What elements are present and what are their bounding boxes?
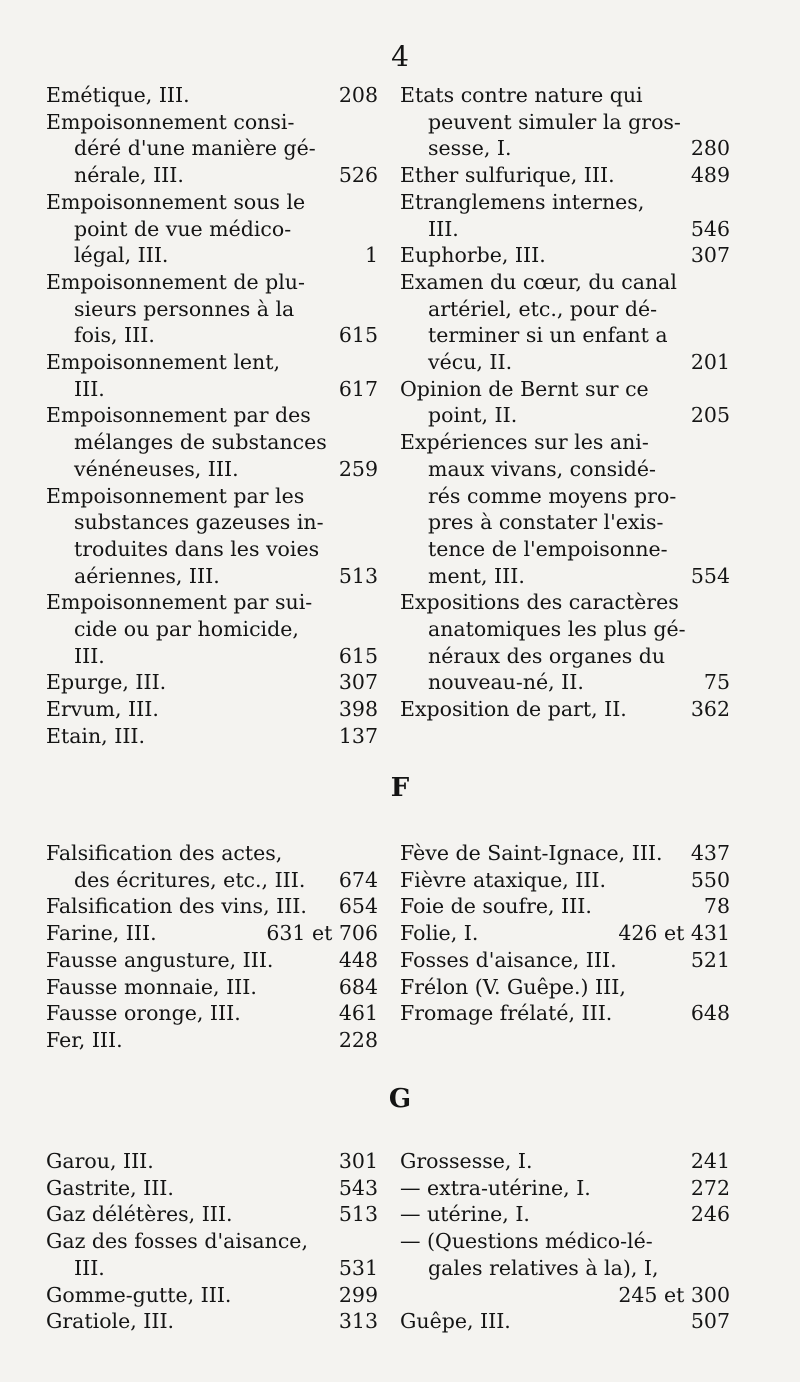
page-reference: 550 [690, 867, 730, 892]
index-entry-line: Fausse oronge, III. [46, 1001, 241, 1026]
index-entry [46, 893, 378, 920]
index-entry-line: Gratiole, III. [46, 1309, 175, 1334]
page-reference: 362 [690, 697, 730, 722]
index-entry [400, 696, 730, 723]
index-entry-line: Empoisonnement de plu- [46, 269, 305, 294]
index-entry [46, 189, 378, 269]
index-entry-line: Empoisonnement par des [46, 403, 311, 428]
page-reference: 513 [338, 563, 378, 588]
index-entry [46, 589, 378, 669]
index-column-left [46, 82, 378, 750]
index-section-g [46, 1148, 756, 1335]
page-reference: 245 et 300 [618, 1282, 730, 1307]
index-entry-line: Fausse angusture, III. [46, 947, 274, 972]
index-entry-line: Empoisonnement par les [46, 483, 305, 508]
index-entry-line: cide ou par homicide, [74, 617, 299, 642]
index-entry [46, 696, 378, 723]
index-entry-line: Farine, III. [46, 921, 157, 946]
index-entry-line: troduites dans les voies [74, 536, 320, 561]
index-entry-line: Euphorbe, III. [400, 243, 546, 268]
index-entry-line: Etain, III. [46, 723, 146, 748]
index-entry-line: peuvent simuler la gros- [428, 109, 681, 134]
page-reference: 674 [338, 867, 378, 892]
index-entry-line: légal, III. [74, 243, 169, 268]
index-column-right [400, 840, 730, 1054]
page-reference: 241 [690, 1149, 730, 1173]
index-entry-line: Fer, III. [46, 1027, 123, 1052]
index-section-e [46, 82, 756, 750]
index-entry-line: Expositions des caractères [400, 590, 679, 615]
index-entry [400, 1000, 730, 1027]
index-entry-line: néraux des organes du [428, 643, 666, 668]
page-reference: 437 [690, 841, 730, 865]
index-entry-line: Gastrite, III. [46, 1175, 174, 1200]
page-reference: 301 [338, 1149, 378, 1173]
index-entry-line: Empoisonnement sous le [46, 189, 306, 214]
page-reference: 272 [690, 1175, 730, 1200]
index-entry-line: tence de l'empoisonne- [428, 536, 668, 561]
page-reference: 526 [338, 163, 378, 188]
index-entry-line: — (Questions médico-lé- [400, 1229, 653, 1254]
page-reference: 228 [338, 1027, 378, 1052]
index-entry [400, 893, 730, 920]
index-entry-line: III. [74, 643, 105, 668]
index-entry [46, 723, 378, 750]
page-reference: 554 [690, 563, 730, 588]
index-entry-line: Etats contre nature qui [400, 83, 643, 107]
index-entry [46, 1308, 378, 1335]
index-entry-line: pres à constater l'exis- [428, 510, 664, 535]
index-entry-line: déré d'une manière gé- [74, 136, 316, 161]
index-entry [46, 1175, 378, 1202]
index-entry [400, 189, 730, 242]
page-reference: 461 [338, 1001, 378, 1026]
index-entry-line: gales relatives à la), I, [428, 1255, 659, 1280]
page-reference: 631 et 706 [266, 921, 378, 946]
index-entry-line: Epurge, III. [46, 670, 167, 695]
index-entry [46, 82, 378, 109]
index-entry-line: anatomiques les plus gé- [428, 617, 686, 642]
index-entry [400, 376, 730, 429]
index-entry [400, 269, 730, 376]
page-reference: 307 [338, 670, 378, 695]
index-entry [46, 1282, 378, 1309]
index-entry-line: substances gazeuses in- [74, 510, 324, 535]
page-reference: 398 [338, 697, 378, 722]
page-reference: 615 [338, 643, 378, 668]
index-entry [46, 840, 378, 893]
index-entry [46, 402, 378, 482]
page-reference: 307 [690, 243, 730, 268]
index-entry [400, 82, 730, 162]
index-entry-line: Fromage frélaté, III. [400, 1001, 613, 1026]
index-entry-line: Emétique, III. [46, 83, 190, 107]
index-entry [400, 589, 730, 696]
page-reference: 521 [690, 947, 730, 972]
page-reference: 137 [338, 723, 378, 748]
index-entry [46, 1000, 378, 1027]
index-entry-line: sesse, I. [428, 136, 512, 161]
index-entry-line: artériel, etc., pour dé- [428, 296, 658, 321]
page-reference: 280 [690, 136, 730, 161]
index-entry-line: — extra-utérine, I. [400, 1175, 591, 1200]
index-entry-line: Frélon (V. Guêpe.) III, [400, 974, 626, 999]
index-entry-line: aériennes, III. [74, 563, 220, 588]
section-letter-g: G [388, 1084, 412, 1114]
index-entry-line: III. [428, 216, 459, 241]
page-reference: 1 [364, 243, 378, 268]
index-entry-line: maux vivans, considé- [428, 456, 656, 481]
page-reference: 259 [338, 456, 378, 481]
index-entry [400, 947, 730, 974]
index-entry-line: point de vue médico- [74, 216, 292, 241]
index-entry-line: point, II. [428, 403, 518, 428]
index-column-left [46, 1148, 378, 1335]
page-reference: 489 [690, 163, 730, 188]
index-entry [46, 1027, 378, 1054]
index-entry [400, 242, 730, 269]
index-entry-line: III. [74, 1255, 105, 1280]
index-entry-line: des écritures, etc., III. [74, 867, 306, 892]
index-entry-line: Fosses d'aisance, III. [400, 947, 617, 972]
index-entry-line: vénéneuses, III. [74, 456, 239, 481]
index-entry-line: — utérine, I. [400, 1202, 530, 1227]
index-entry-line: Falsification des vins, III. [46, 894, 307, 919]
page-reference: 208 [338, 83, 378, 107]
page-reference: 201 [690, 350, 730, 375]
index-entry-line: ment, III. [428, 563, 525, 588]
index-entry [46, 483, 378, 590]
page-reference: 299 [338, 1282, 378, 1307]
page-reference: 684 [338, 974, 378, 999]
index-entry [400, 1201, 730, 1228]
index-entry-line: Ether sulfurique, III. [400, 163, 615, 188]
index-entry-line: fois, III. [74, 323, 155, 348]
page-reference: 75 [703, 670, 730, 695]
index-entry [46, 920, 378, 947]
page-reference: 507 [690, 1309, 730, 1334]
page-number: 4 [391, 40, 409, 73]
index-entry-line: Fausse monnaie, III. [46, 974, 257, 999]
index-entry-line: III. [74, 376, 105, 401]
index-entry [400, 429, 730, 589]
page-reference: 78 [703, 894, 730, 919]
page-reference: 426 et 431 [618, 921, 730, 946]
index-entry-line: Examen du cœur, du canal [400, 269, 677, 294]
index-entry [46, 1201, 378, 1228]
page-reference: 617 [338, 376, 378, 401]
index-entry-line: Etranglemens internes, [400, 189, 645, 214]
index-entry-line: Fève de Saint-Ignace, III. [400, 841, 663, 865]
index-entry-line: Foie de soufre, III. [400, 894, 592, 919]
index-entry [400, 1308, 730, 1335]
page-reference: 513 [338, 1202, 378, 1227]
index-entry-line: Expériences sur les ani- [400, 430, 649, 455]
index-entry-line: Empoisonnement consi- [46, 109, 295, 134]
index-entry-line: Exposition de part, II. [400, 697, 627, 722]
index-entry-line: Guêpe, III. [400, 1309, 511, 1334]
index-entry-line: Grossesse, I. [400, 1149, 533, 1173]
index-entry-line: Gaz des fosses d'aisance, [46, 1229, 308, 1254]
index-column-left [46, 840, 378, 1054]
index-entry [400, 867, 730, 894]
page-reference: 448 [338, 947, 378, 972]
index-entry [400, 920, 730, 947]
index-section-f [46, 840, 756, 1054]
index-entry-line: rés comme moyens pro- [428, 483, 677, 508]
index-entry [46, 669, 378, 696]
page-reference: 205 [690, 403, 730, 428]
index-column-right [400, 1148, 730, 1335]
index-entry-line: Ervum, III. [46, 697, 159, 722]
index-entry-line: Empoisonnement par sui- [46, 590, 313, 615]
index-entry [46, 947, 378, 974]
index-entry [400, 1228, 730, 1308]
index-entry-line: Folie, I. [400, 921, 479, 946]
index-entry-line: nouveau-né, II. [428, 670, 584, 695]
index-entry-line: sieurs personnes à la [74, 296, 295, 321]
index-entry [46, 1148, 378, 1175]
page-reference: 546 [690, 216, 730, 241]
index-entry-line: nérale, III. [74, 163, 184, 188]
index-entry-line: Falsification des actes, [46, 841, 283, 865]
page-reference: 654 [338, 894, 378, 919]
index-entry [46, 109, 378, 189]
index-entry-line: mélanges de substances [74, 430, 327, 455]
index-entry-line: Garou, III. [46, 1149, 154, 1173]
page-reference: 615 [338, 323, 378, 348]
index-entry-line: vécu, II. [428, 350, 513, 375]
page-reference: 648 [690, 1001, 730, 1026]
index-entry [400, 162, 730, 189]
index-entry [400, 840, 730, 867]
index-entry [400, 1175, 730, 1202]
page-reference: 246 [690, 1202, 730, 1227]
index-entry-line: Gomme-gutte, III. [46, 1282, 232, 1307]
index-entry [400, 1148, 730, 1175]
index-entry [46, 1228, 378, 1281]
index-entry [46, 269, 378, 349]
index-entry-line: terminer si un enfant a [428, 323, 668, 348]
page-reference: 543 [338, 1175, 378, 1200]
index-entry [46, 349, 378, 402]
index-entry-line: Fièvre ataxique, III. [400, 867, 607, 892]
page-reference: 313 [338, 1309, 378, 1334]
section-letter-f: F [390, 773, 410, 803]
index-column-right [400, 82, 730, 750]
index-entry [46, 974, 378, 1001]
index-entry-line: Opinion de Bernt sur ce [400, 376, 649, 401]
page-reference: 531 [338, 1255, 378, 1280]
index-entry-line: Gaz délétères, III. [46, 1202, 233, 1227]
index-entry [400, 974, 730, 1001]
index-entry-line: Empoisonnement lent, [46, 350, 280, 375]
